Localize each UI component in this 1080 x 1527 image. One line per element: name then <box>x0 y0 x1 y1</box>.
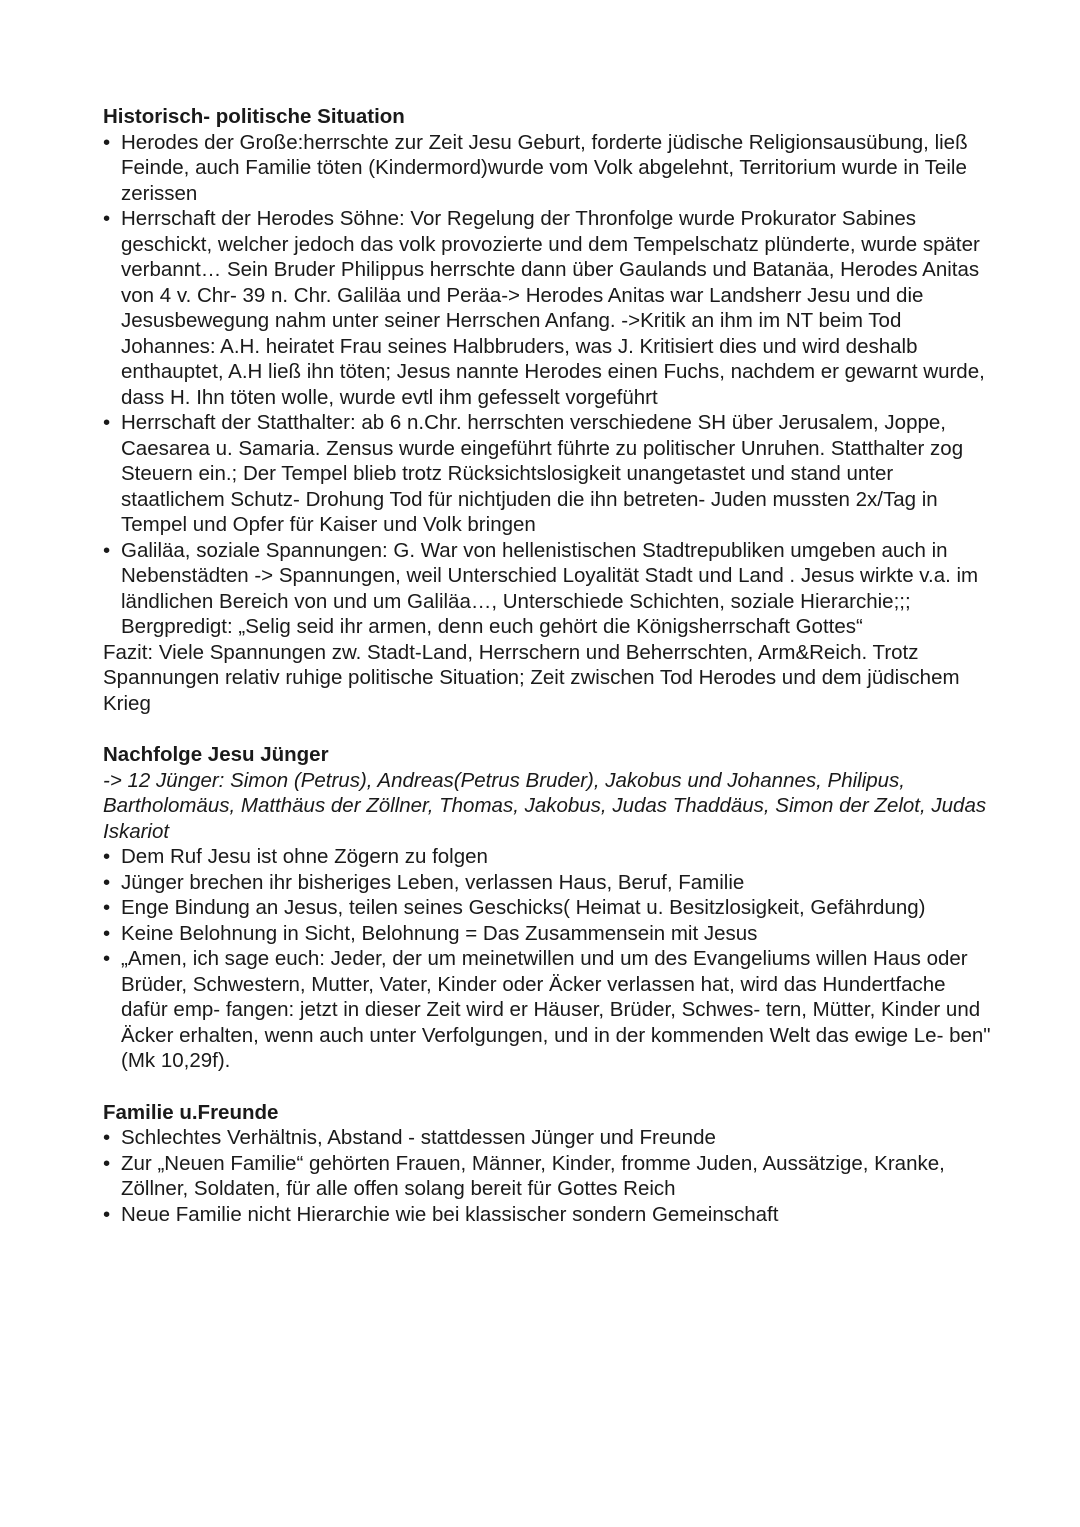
conclusion-paragraph: Fazit: Viele Spannungen zw. Stadt-Land, Herrschern und Beherrschten, Arm&Reich. Trotz Spannungen relativ ruhige politische Situation; Zeit zwischen Tod Herodes und dem jüdischem Krieg <box>103 640 960 715</box>
list-item: • „Amen, ich sage euch: Jeder, der um meinetwillen und um des Evangeliums willen Haus oder Brüder, Schwestern, Mutter, Vater, Kinder oder Äcker verlassen hat, wird das Hundertfache dafür emp- fangen: jetzt in dieser Zeit wird er Häuser, Brüder, Schwes- tern, Mütter, Kinder und Äcker erhalten, wenn auch unter Verfolgungen, und in der kommenden Welt das ewige Le- ben" (Mk 10,29f). <box>103 946 993 1074</box>
list-item: • Herodes der Große:herrschte zur Zeit Jesu Geburt, forderte jüdische Religionsausübung, ließ Feinde, auch Familie töten (Kindermord)wurde vom Volk abgelehnt, Territorium wurde in Teile zerissen <box>103 130 993 207</box>
bullet-list <box>103 844 993 1074</box>
section-historical-political <box>103 104 993 716</box>
section-family-friends <box>103 1100 993 1228</box>
list-item: • Zur „Neuen Familie“ gehörten Frauen, Männer, Kinder, fromme Juden, Aussätzige, Kranke, Zöllner, Soldaten, für alle offen solang bereit für Gottes Reich <box>103 1151 993 1202</box>
list-item: • Keine Belohnung in Sicht, Belohnung = Das Zusammensein mit Jesus <box>103 921 993 947</box>
section-disciples <box>103 742 993 1074</box>
list-item: • Enge Bindung an Jesus, teilen seines Geschicks( Heimat u. Besitzlosigkeit, Gefährdung) <box>103 895 993 921</box>
list-item: • Dem Ruf Jesu ist ohne Zögern zu folgen <box>103 844 993 870</box>
section-heading: Nachfolge Jesu Jünger <box>103 743 329 766</box>
list-item: • Herrschaft der Statthalter: ab 6 n.Chr. herrschten verschiedene SH über Jerusalem, Joppe, Caesarea u. Samaria. Zensus wurde eingeführt führte zu politischer Unruhen. Statthalter zog Steuern ein.; Der Tempel blieb trotz Rücksichtslosigkeit unangetastet und stand unter staatlichem Schutz- Drohung Tod für nichtjuden die ihn betreten- Juden mussten 2x/Tag in Tempel und Opfer für Kaiser und Volk bringen <box>103 410 993 538</box>
list-item: • Jünger brechen ihr bisheriges Leben, verlassen Haus, Beruf, Familie <box>103 870 993 896</box>
document-page <box>103 104 993 1227</box>
list-item: • Neue Familie nicht Hierarchie wie bei klassischer sondern Gemeinschaft <box>103 1202 993 1228</box>
list-item: • Herrschaft der Herodes Söhne: Vor Regelung der Thronfolge wurde Prokurator Sabines geschickt, welcher jedoch das volk provozierte und dem Tempelschatz plünderte, wurde später verbannt… Sein Bruder Philippus herrschte dann über Gaulands und Batanäa, Herodes Anitas von 4 v. Chr- 39 n. Chr. Galiläa und Peräa-> Herodes Anitas war Landsherr Jesu und die Jesusbewegung nahm unter seiner Herrschen Anfang. ->Kritik an ihm im NT beim Tod Johannes: A.H. heiratet Frau seines Halbbruders, was J. Kritisiert dies und wird deshalb enthauptet, A.H ließ ihn töten; Jesus nannte Herodes einen Fuchs, nachdem er gewarnt wurde, dass H. Ihn töten wolle, wurde evtl ihm gefesselt vorgeführt <box>103 206 993 410</box>
section-heading: Historisch- politische Situation <box>103 105 405 128</box>
list-item: • Galiläa, soziale Spannungen: G. War von hellenistischen Stadtrepubliken umgeben auch in Nebenstädten -> Spannungen, weil Unterschied Loyalität Stadt und Land . Jesus wirkte v.a. im ländlichen Bereich von und um Galiläa…, Unterschiede Schichten, soziale Hierarchie;;; Bergpredigt: „Selig seid ihr armen, denn euch gehört die Königsherrschaft Gottes“ <box>103 538 993 640</box>
bullet-list <box>103 130 993 640</box>
list-item: • Schlechtes Verhältnis, Abstand - stattdessen Jünger und Freunde <box>103 1125 993 1151</box>
disciples-intro: -> 12 Jünger: Simon (Petrus), Andreas(Petrus Bruder), Jakobus und Johannes, Philipus, Bartholomäus, Matthäus der Zöllner, Thomas, Jakobus, Judas Thaddäus, Simon der Zelot, Judas Iskariot <box>103 768 987 843</box>
section-heading: Familie u.Freunde <box>103 1100 279 1124</box>
bullet-list <box>103 1125 993 1227</box>
